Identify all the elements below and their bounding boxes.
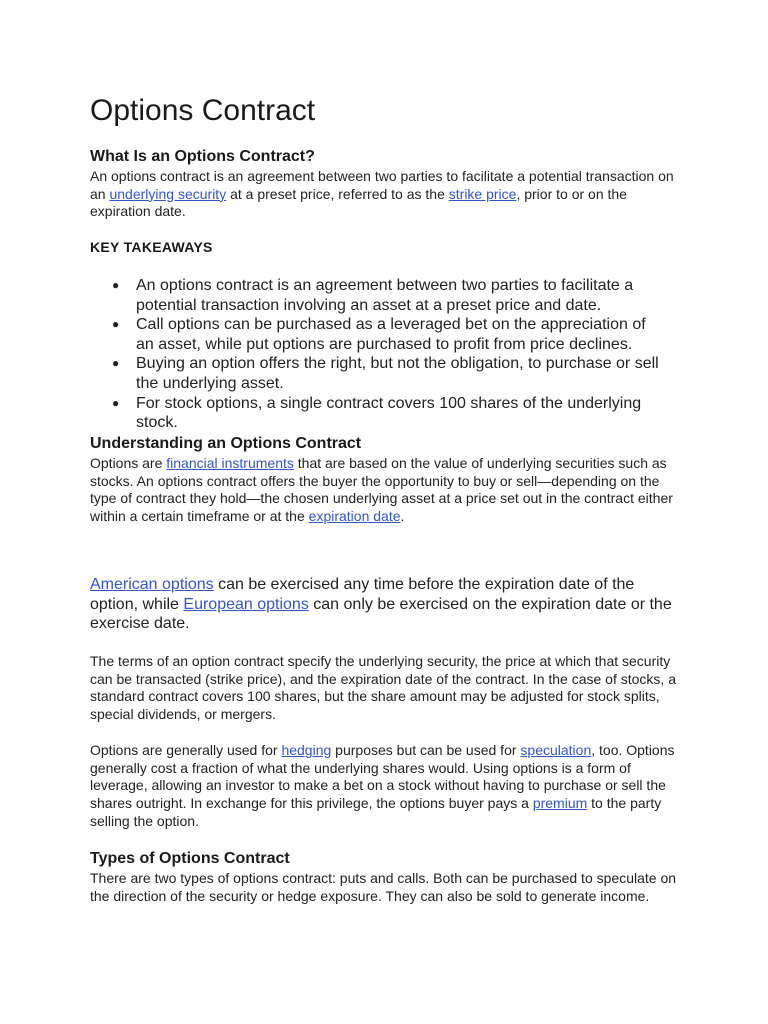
list-item: ● An options contract is an agreement between two parties to facilitate a potential transaction involving an asset at a preset price and date. [112, 277, 634, 314]
link-european-options[interactable]: European options [183, 595, 309, 613]
section-heading-types: Types of Options Contract [90, 850, 290, 867]
paragraph-financial-instruments: Options are financial instruments that are based on the value of underlying securities such as stocks. An options contract offers the buyer the opportunity to buy or sell—depending on the type of contract they hold—the chosen underlying asset at a price set out in the contract either within a certain timeframe or at the expiration date. [90, 455, 673, 525]
link-american-options[interactable]: American options [90, 576, 214, 593]
paragraph-contract-terms: The terms of an option contract specify the underlying security, the price at which that security can be transacted (strike price), and the expiration date of the contract. In the case of stocks, a standard contract covers 100 shares, but the share amount may be adjusted for stock splits, special dividends, or mergers. [90, 653, 676, 723]
list-item: ● Call options can be purchased as a leveraged bet on the appreciation of an asset, while put options are purchased to profit from price declines. [112, 316, 646, 353]
list-item: ● Buying an option offers the right, but not the obligation, to purchase or sell the underlying asset. [112, 355, 659, 392]
key-takeaways-heading: KEY TAKEAWAYS [90, 239, 213, 255]
link-financial-instruments[interactable]: financial instruments [166, 455, 294, 471]
bullet-icon: ● [112, 395, 120, 410]
link-speculation[interactable]: speculation [520, 742, 592, 758]
link-expiration-date[interactable]: expiration date [308, 508, 401, 525]
bullet-icon: ● [112, 317, 120, 332]
paragraph-types: There are two types of options contract: puts and calls. Both can be purchased to speculate on the direction of the security or hedge exposure. They can also be sold to generate income. [90, 870, 677, 904]
bullet-icon: ● [112, 356, 120, 371]
bullet-icon: ● [112, 278, 120, 292]
paragraph-american-european: American options can be exercised any time before the expiration date of the option, while European options can only be exercised on the expiration date or the exercise date. [90, 576, 672, 633]
section-heading-what-is: What Is an Options Contract? [90, 148, 315, 165]
link-hedging[interactable]: hedging [281, 742, 332, 758]
link-underlying-security[interactable]: underlying security [109, 185, 227, 202]
paragraph-definition: An options contract is an agreement between two parties to facilitate a potential transaction on an underlying security at a preset price, referred to as the strike price, prior to or on the expiration date. [90, 168, 674, 220]
link-premium[interactable]: premium [532, 795, 588, 812]
key-takeaways-list [90, 276, 690, 433]
page-title: Options Contract [90, 94, 316, 127]
section-heading-understanding: Understanding an Options Contract [90, 435, 362, 452]
list-item: ● For stock options, a single contract covers 100 shares of the underlying stock. [112, 394, 642, 432]
paragraph-uses: Options are generally used for hedging purposes but can be used for speculation, too. Options generally cost a fraction of what the underlying shares would. Using options is a form of leverage, allowing an investor to make a bet on a stock without having to purchase or sell the shares outright. In exchange for this privilege, the options buyer pays a premium to the party selling the option. [90, 742, 675, 829]
link-strike-price[interactable]: strike price [448, 185, 517, 202]
